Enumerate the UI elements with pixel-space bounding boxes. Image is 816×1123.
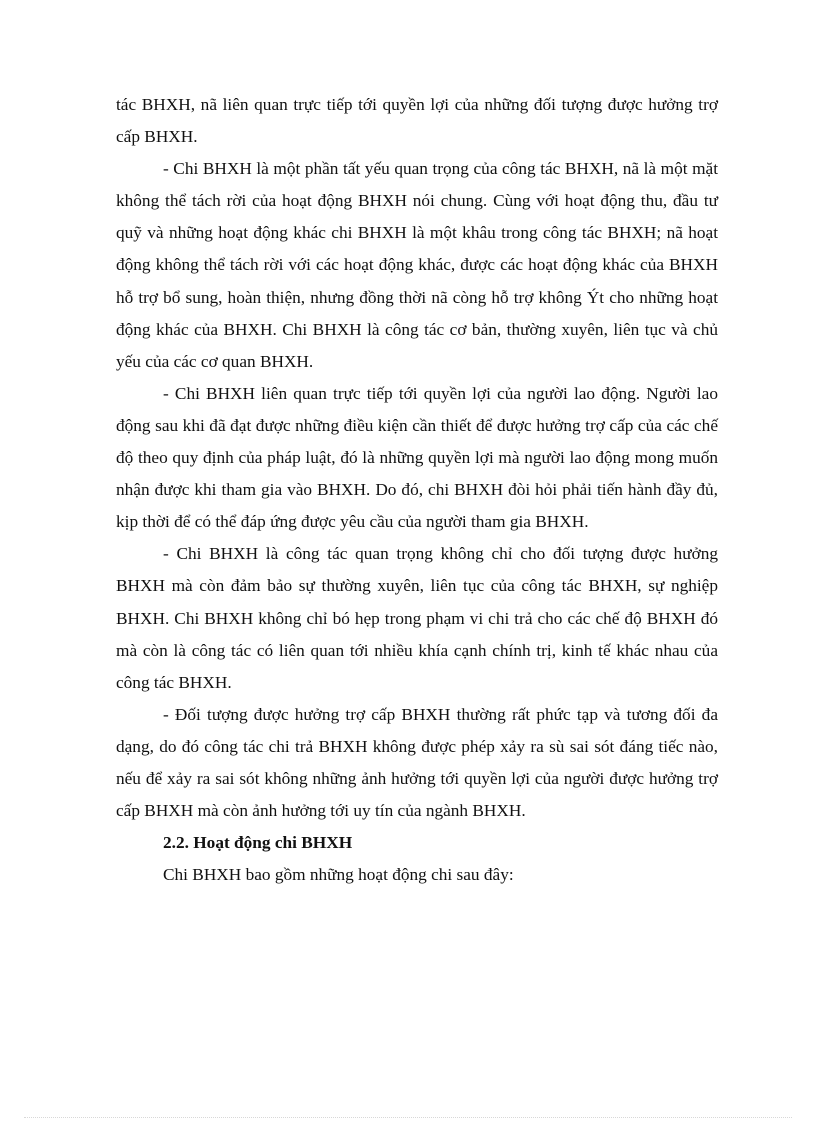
- paragraph-continuation: tác BHXH, nã liên quan trực tiếp tới quyền lợi của những đối tượng được hưởng trợ cấp BHXH.: [116, 95, 718, 147]
- paragraph-beneficiaries: - Đối tượng được hưởng trợ cấp BHXH thường rất phức tạp và tương đối đa dạng, do đó công tác chi trả BHXH không được phép xảy ra sù sai sót đáng tiếc nào, nếu để xảy ra sai sót không những ảnh hưởng tới quyền lợi của người được hưởng trợ cấp BHXH mà còn ảnh hưởng tới uy tín của ngành BHXH.: [116, 704, 718, 821]
- section-heading: 2.2. Hoạt động chi BHXH: [163, 833, 353, 853]
- page-bottom-divider: [24, 1117, 792, 1118]
- closing-line: Chi BHXH bao gồm những hoạt động chi sau đây:: [163, 865, 514, 885]
- paragraph-importance: - Chi BHXH là công tác quan trọng không chỉ cho đối tượng được hưởng BHXH mà còn đảm bảo sự thường xuyên, liên tục của công tác BHXH, sự nghiệp BHXH. Chi BHXH không chỉ bó hẹp trong phạm vi chi trả cho các chế độ BHXH đó mà còn là công tác có liên quan tới nhiều khía cạnh chính trị, kinh tế khác nhau của công tác BHXH.: [116, 544, 718, 692]
- document-body: [116, 89, 718, 891]
- paragraph-worker-rights: - Chi BHXH liên quan trực tiếp tới quyền lợi của người lao động. Người lao động sau khi đã đạt được những điều kiện cần thiết để được hưởng trợ cấp của các chế độ theo quy định của pháp luật, đó là những quyền lợi mà người lao động mong muốn nhận được khi tham gia vào BHXH. Do đó, chi BHXH đòi hỏi phải tiến hành đầy đủ, kịp thời để có thể đáp ứng được yêu cầu của người tham gia BHXH.: [116, 383, 718, 532]
- paragraph-chi-bhxh-role: - Chi BHXH là một phần tất yếu quan trọng của công tác BHXH, nã là một mặt không thể tách rời của hoạt động BHXH nói chung. Cùng với hoạt động thu, đầu tư quỹ và những hoạt động khác chi BHXH là một khâu trong công tác BHXH; nã hoạt động không thể tách rời với các hoạt động khác, được các hoạt động khác của BHXH hỗ trợ bổ sung, hoàn thiện, nhưng đồng thời nã còng hỗ trợ không Ýt cho những hoạt động khác của BHXH. Chi BHXH là công tác cơ bản, thường xuyên, liên tục và chủ yếu của các cơ quan BHXH.: [116, 159, 718, 371]
